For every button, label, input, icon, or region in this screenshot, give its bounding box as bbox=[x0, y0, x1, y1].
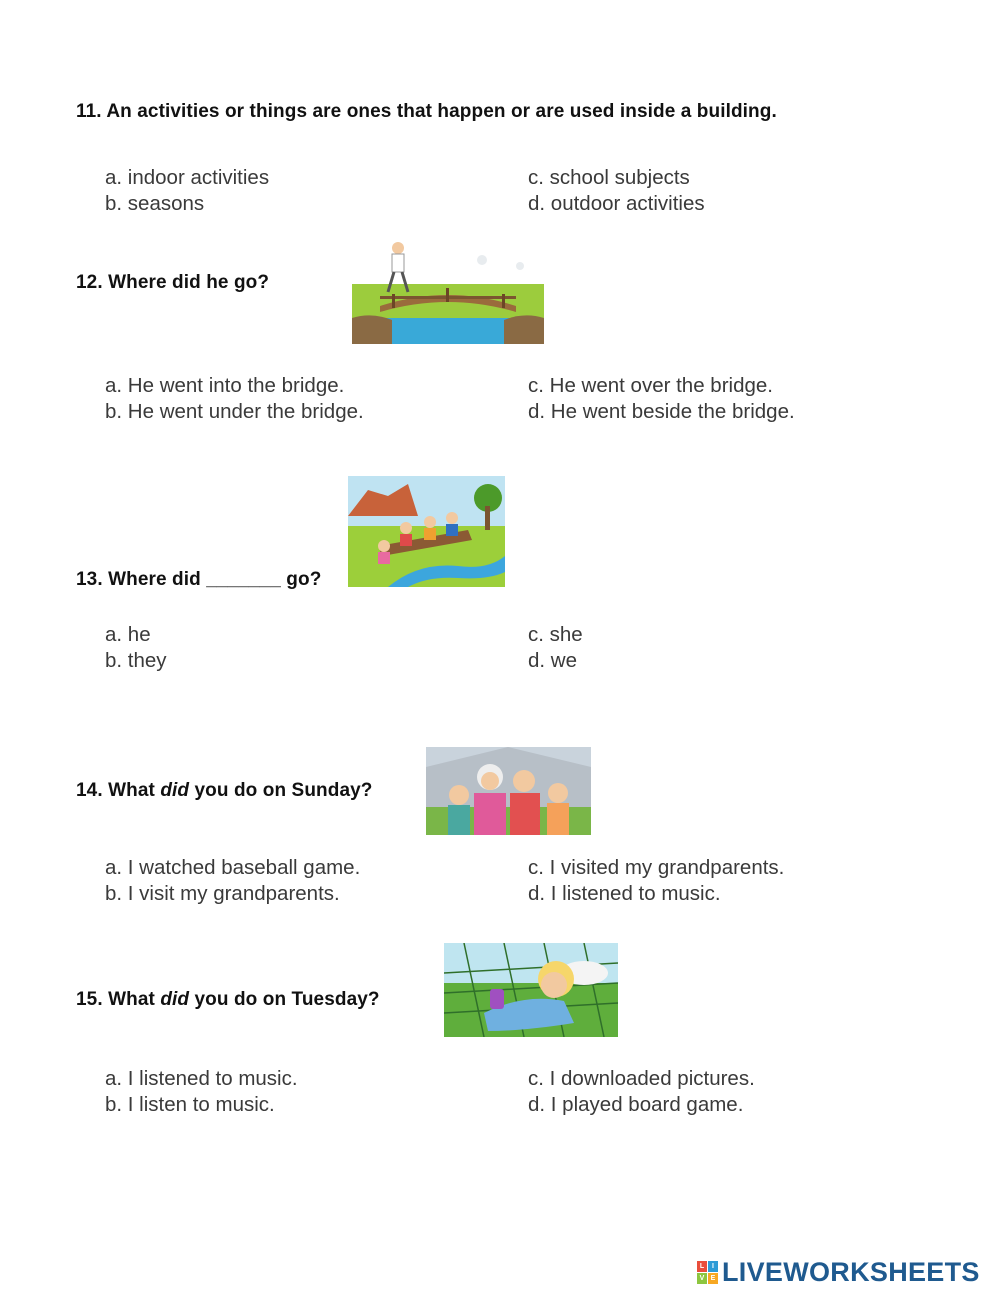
q14-option-b[interactable]: b. I visit my grandparents. bbox=[105, 882, 340, 905]
question-12-prompt: 12. Where did he go? bbox=[76, 272, 270, 293]
q14-prompt-start: 14. What bbox=[76, 780, 155, 801]
q12-option-b[interactable]: b. He went under the bridge. bbox=[105, 400, 364, 423]
q11-option-d[interactable]: d. outdoor activities bbox=[528, 192, 705, 215]
q15-option-c[interactable]: c. I downloaded pictures. bbox=[528, 1067, 755, 1090]
liveworksheets-logo-icon bbox=[697, 1261, 718, 1284]
q12-option-c[interactable]: c. He went over the bridge. bbox=[528, 374, 773, 397]
q15-prompt-end: you do on Tuesday? bbox=[194, 989, 380, 1010]
q12-option-d[interactable]: d. He went beside the bridge. bbox=[528, 400, 795, 423]
q14-option-d[interactable]: d. I listened to music. bbox=[528, 882, 721, 905]
liveworksheets-logo bbox=[697, 1255, 980, 1289]
q11-option-b[interactable]: b. seasons bbox=[105, 192, 205, 215]
question-15-prompt bbox=[76, 989, 380, 1011]
girl-in-hammock-illustration bbox=[444, 943, 618, 1037]
q14-prompt-end: you do on Sunday? bbox=[194, 780, 373, 801]
question-11-prompt: 11. An activities or things are ones that happen or are used inside a building. bbox=[76, 101, 777, 122]
q14-option-a[interactable]: a. I watched baseball game. bbox=[105, 856, 361, 879]
q15-option-a[interactable]: a. I listened to music. bbox=[105, 1067, 298, 1090]
liveworksheets-wordmark: LIVEWORKSHEETS bbox=[722, 1256, 980, 1287]
q15-prompt-emphasis: did bbox=[160, 989, 190, 1010]
q15-option-d[interactable]: d. I played board game. bbox=[528, 1093, 744, 1116]
q13-option-d[interactable]: d. we bbox=[528, 649, 577, 672]
question-13-prompt bbox=[76, 569, 321, 591]
q15-option-b[interactable]: b. I listen to music. bbox=[105, 1093, 275, 1116]
q13-option-c[interactable]: c. she bbox=[528, 623, 583, 646]
q13-option-b[interactable]: b. they bbox=[105, 649, 167, 672]
man-crossing-bridge-illustration bbox=[352, 240, 544, 344]
q13-prompt-end: go? bbox=[286, 569, 322, 590]
q15-prompt-start: 15. What bbox=[76, 989, 155, 1010]
q11-option-a[interactable]: a. indoor activities bbox=[105, 166, 270, 189]
logo-letter-l: L bbox=[697, 1261, 707, 1272]
kids-on-bridge-illustration bbox=[348, 476, 505, 587]
q14-option-c[interactable]: c. I visited my grandparents. bbox=[528, 856, 785, 879]
q13-option-a[interactable]: a. he bbox=[105, 623, 151, 646]
q12-option-a[interactable]: a. He went into the bridge. bbox=[105, 374, 345, 397]
family-with-grandparents-illustration bbox=[426, 747, 591, 835]
logo-letter-i: I bbox=[708, 1261, 718, 1272]
q13-prompt-start: 13. Where did bbox=[76, 569, 201, 590]
logo-letter-e: E bbox=[708, 1273, 718, 1284]
q13-blank[interactable]: _______ bbox=[206, 569, 281, 590]
question-14-prompt bbox=[76, 780, 373, 802]
q11-option-c[interactable]: c. school subjects bbox=[528, 166, 690, 189]
logo-letter-v: V bbox=[697, 1273, 707, 1284]
q14-prompt-emphasis: did bbox=[160, 780, 190, 801]
